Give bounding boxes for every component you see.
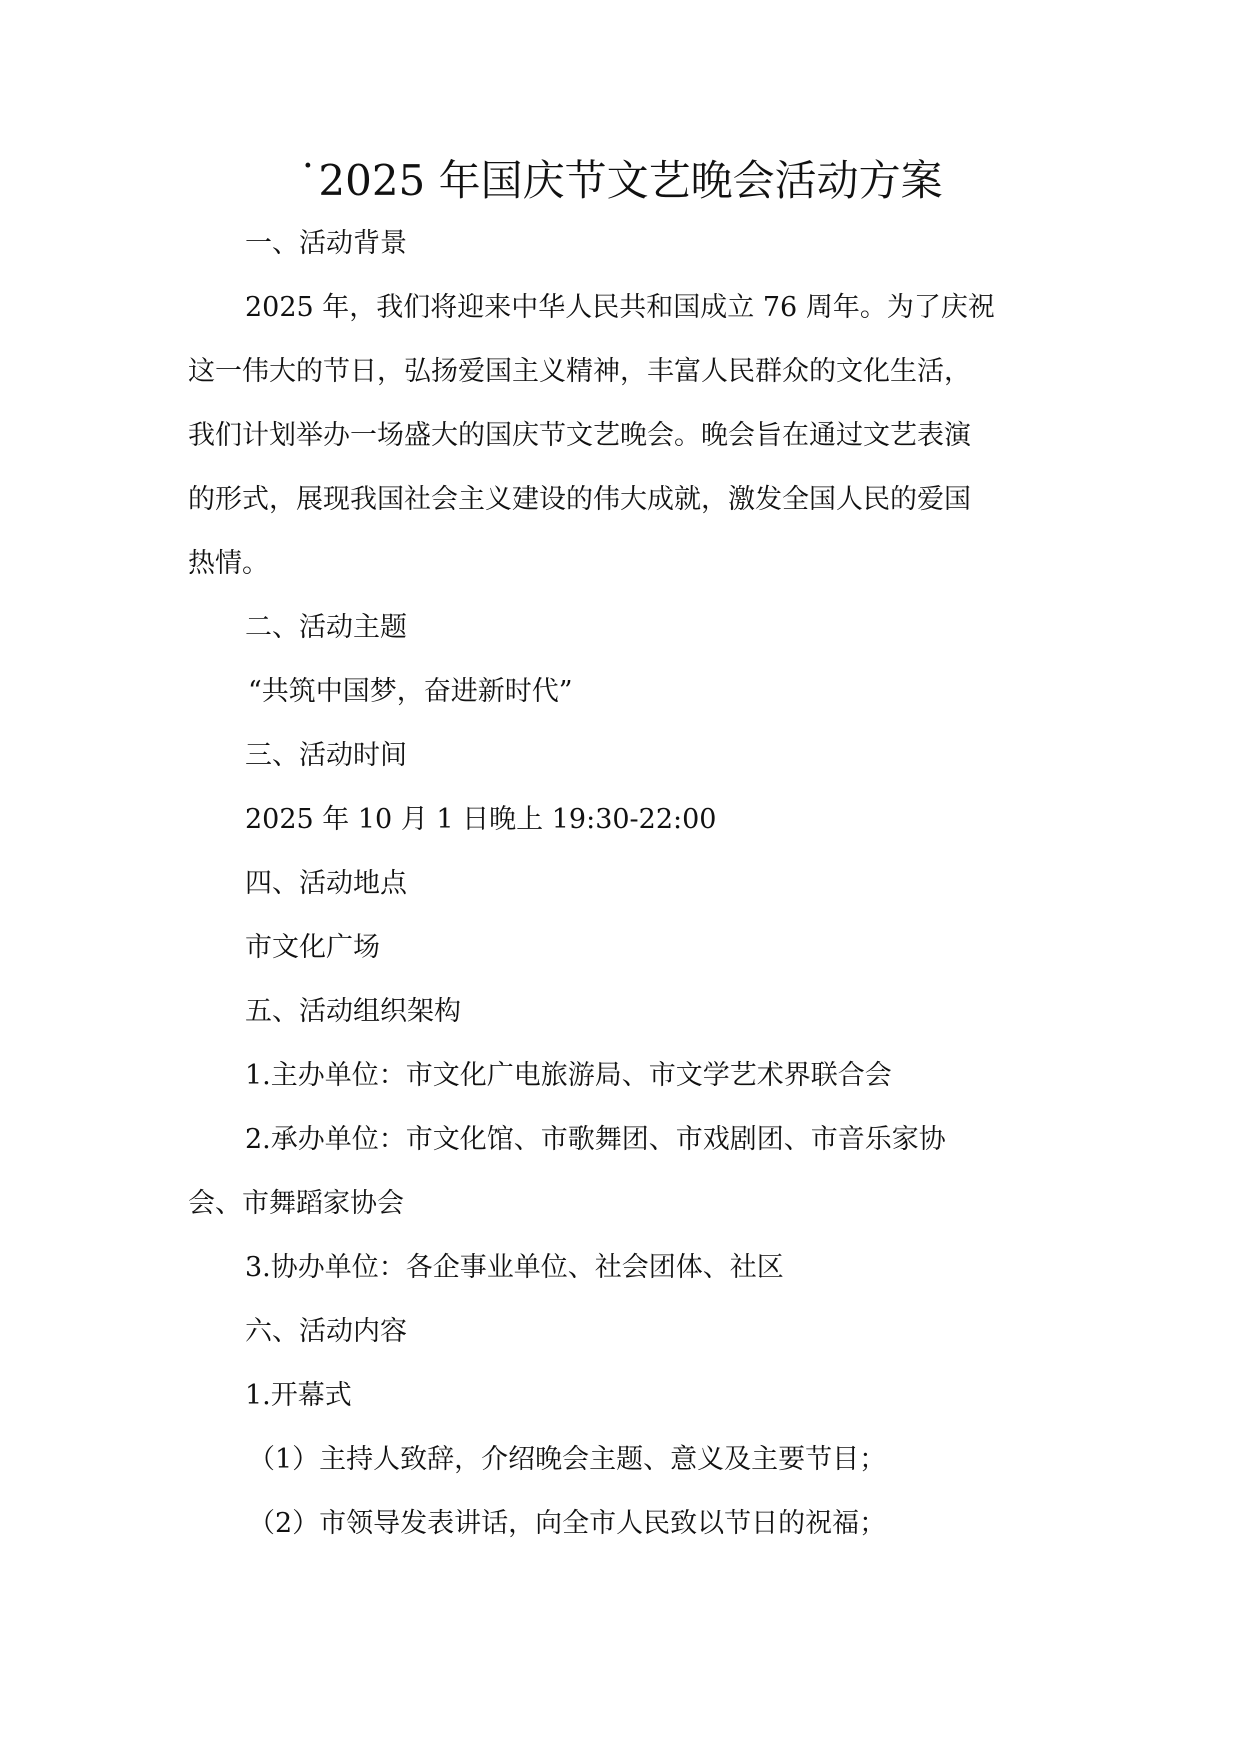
undertaker-line: 2.承办单位：市文化馆、市歌舞团、市戏剧团、市音乐家协 [245, 1124, 946, 1155]
content-subitem: （1）主持人致辞，介绍晚会主题、意义及主要节目； [248, 1444, 887, 1475]
section-heading-organization: 五、活动组织架构 [245, 996, 461, 1027]
content-subitem: （2）市领导发表讲话，向全市人民致以节日的祝福； [248, 1508, 887, 1539]
paragraph-line: 热情。 [188, 548, 269, 579]
section-heading-location: 四、活动地点 [245, 868, 407, 899]
content-item-opening: 1.开幕式 [245, 1380, 352, 1411]
co-organizer-line: 3.协办单位：各企事业单位、社会团体、社区 [245, 1252, 784, 1283]
event-location: 市文化广场 [245, 932, 380, 963]
section-heading-time: 三、活动时间 [245, 740, 407, 771]
document-title: ˙2025 年国庆节文艺晚会活动方案 [297, 156, 943, 205]
paragraph-line: 的形式，展现我国社会主义建设的伟大成就，激发全国人民的爱国 [188, 484, 971, 515]
organizer-line: 1.主办单位：市文化广电旅游局、市文学艺术界联合会 [245, 1060, 892, 1091]
paragraph-line: 这一伟大的节日，弘扬爱国主义精神，丰富人民群众的文化生活， [188, 356, 971, 387]
paragraph-line: 我们计划举办一场盛大的国庆节文艺晚会。晚会旨在通过文艺表演 [188, 420, 971, 451]
section-heading-theme: 二、活动主题 [245, 612, 407, 643]
event-time: 2025 年 10 月 1 日晚上 19:30-22:00 [245, 804, 717, 835]
section-heading-background: 一、活动背景 [245, 228, 407, 259]
paragraph-line: 2025 年，我们将迎来中华人民共和国成立 76 周年。为了庆祝 [245, 292, 995, 323]
undertaker-line-continued: 会、市舞蹈家协会 [188, 1188, 404, 1219]
section-heading-content: 六、活动内容 [245, 1316, 407, 1347]
theme-slogan: “共筑中国梦，奋进新时代” [248, 676, 573, 707]
